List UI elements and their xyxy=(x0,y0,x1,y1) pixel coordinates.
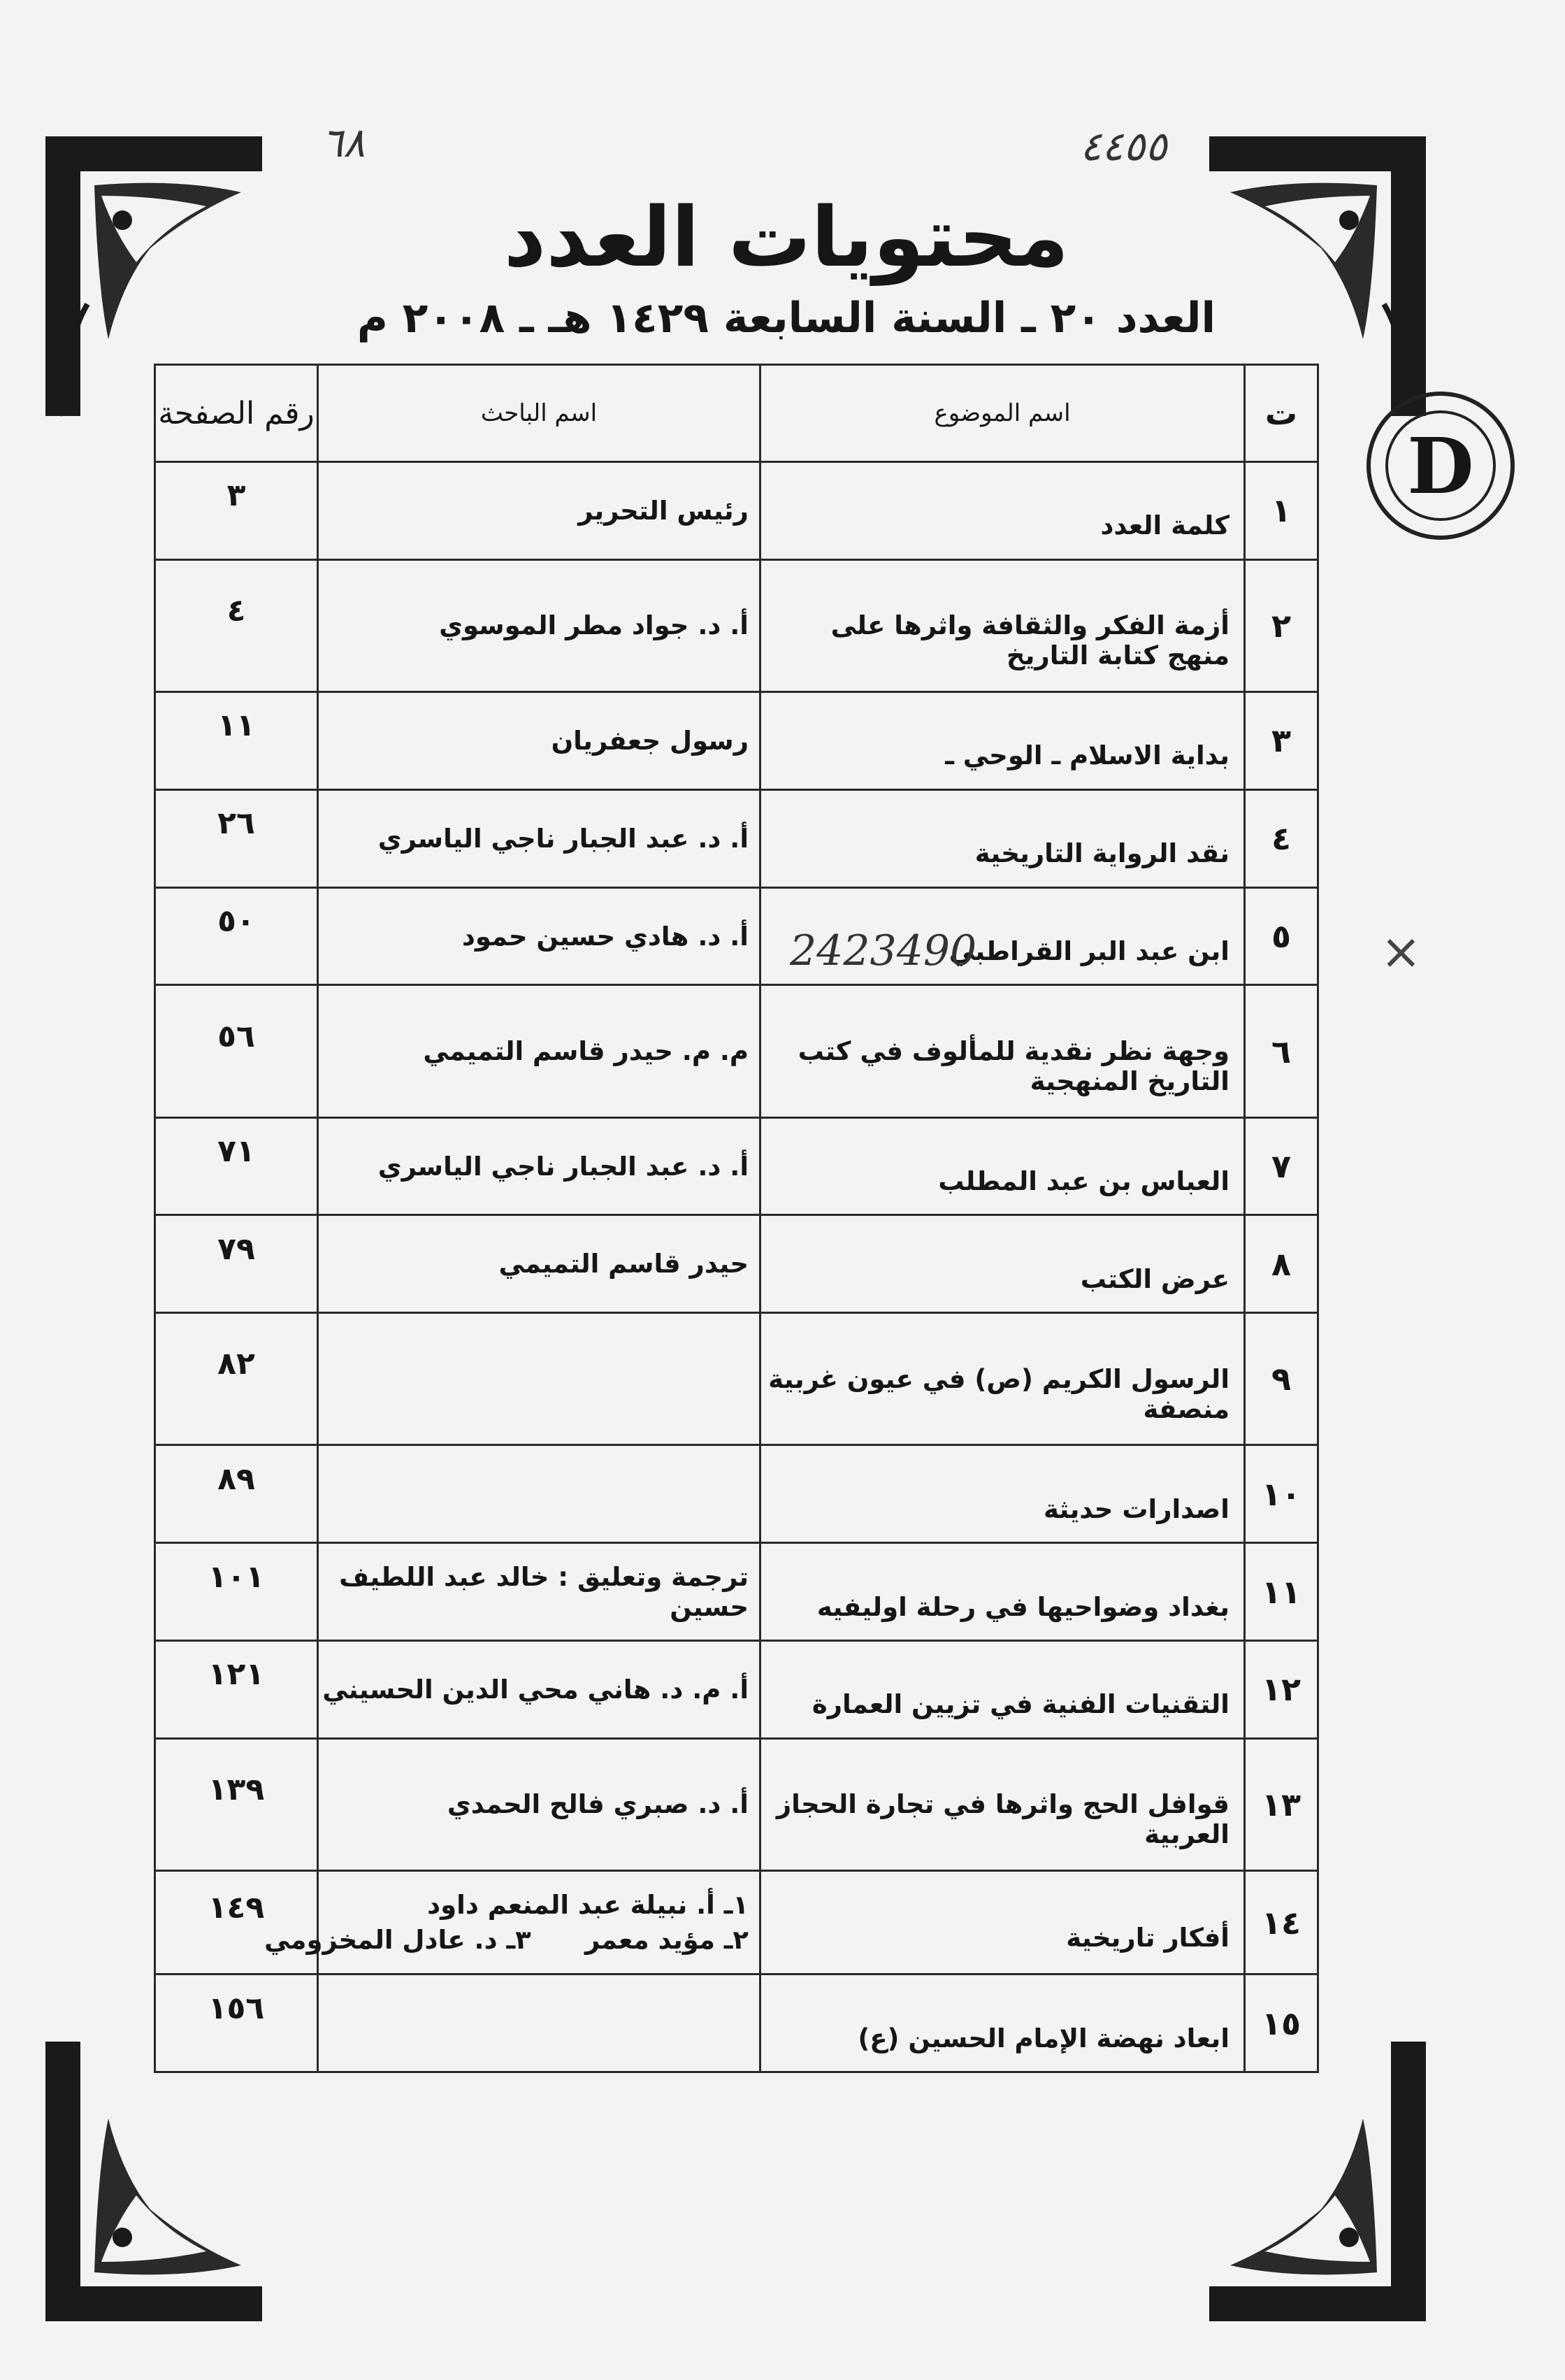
row-author: أ. د. صبري فالح الحمدي xyxy=(318,1738,760,1870)
table-row xyxy=(155,887,1318,985)
handwritten-note-left: ٦٨ xyxy=(322,119,366,166)
row-num: ٨ xyxy=(1245,1215,1318,1313)
row-author: أ. د. هادي حسين حمود xyxy=(318,887,760,985)
row-author: أ. د. عبد الجبار ناجي الياسري xyxy=(318,789,760,887)
row-author: رئيس التحرير xyxy=(318,462,760,560)
bottom-right-ornament-icon xyxy=(1202,2035,1433,2328)
table-row xyxy=(155,1215,1318,1313)
row-topic: بداية الاسلام ـ الوحي ـ xyxy=(760,692,1245,790)
row-page: ٣ xyxy=(155,462,318,560)
row-topic: اصدارات حديثة xyxy=(760,1445,1245,1543)
table-row xyxy=(155,1974,1318,2072)
row-page: ١٣٩ xyxy=(155,1738,318,1870)
table-row xyxy=(155,1738,1318,1870)
row-page: ١٥٦ xyxy=(155,1974,318,2072)
row-author: أ. د. عبد الجبار ناجي الياسري xyxy=(318,1117,760,1215)
row-num: ١٢ xyxy=(1245,1641,1318,1739)
table-row xyxy=(155,1445,1318,1543)
row-author: حيدر قاسم التميمي xyxy=(318,1215,760,1313)
table-row xyxy=(155,559,1318,691)
row-num: ١٤ xyxy=(1245,1871,1318,1974)
row-num: ٤ xyxy=(1245,789,1318,887)
row-author: ترجمة وتعليق : خالد عبد اللطيف حسين xyxy=(318,1543,760,1641)
table-header-row xyxy=(155,365,1318,462)
row-page: ٨٢ xyxy=(155,1313,318,1445)
row-page: ٧٩ xyxy=(155,1215,318,1313)
table-row xyxy=(155,462,1318,560)
row-author xyxy=(318,1974,760,2072)
row-num: ١٠ xyxy=(1245,1445,1318,1543)
row-page: ٥٦ xyxy=(155,985,318,1117)
row-topic: بغداد وضواحيها في رحلة اوليفيه xyxy=(760,1543,1245,1641)
table-row xyxy=(155,1543,1318,1641)
row-author xyxy=(318,1313,760,1445)
row-topic: التقنيات الفنية في تزيين العمارة xyxy=(760,1641,1245,1739)
header-num: ت xyxy=(1245,365,1318,462)
author-line-2: ٢ـ مؤيد معمر ٣ـ د. عادل المخزومي xyxy=(264,1924,749,1955)
row-topic: ابن عبد البر القراطبي xyxy=(760,887,1245,985)
row-author xyxy=(264,1871,760,1974)
row-page: ٢٦ xyxy=(155,789,318,887)
row-topic: الرسول الكريم (ص) في عيون غربية منصفة xyxy=(760,1313,1245,1445)
row-num: ٢ xyxy=(1245,559,1318,691)
table-row xyxy=(155,985,1318,1117)
row-author: أ. د. جواد مطر الموسوي xyxy=(318,559,760,691)
row-author: م. م. حيدر قاسم التميمي xyxy=(318,985,760,1117)
row-topic: كلمة العدد xyxy=(760,462,1245,560)
row-author: أ. م. د. هاني محي الدين الحسيني xyxy=(318,1641,760,1739)
row-author xyxy=(318,1445,760,1543)
table-row xyxy=(155,692,1318,790)
row-page: ١٢١ xyxy=(155,1641,318,1739)
row-page: ٧١ xyxy=(155,1117,318,1215)
row-num: ١١ xyxy=(1245,1543,1318,1641)
row-num: ١٣ xyxy=(1245,1738,1318,1870)
row-num: ٥ xyxy=(1245,887,1318,985)
table-row xyxy=(155,1641,1318,1739)
author-line-1: ١ـ أ. نبيلة عبد المنعم داود xyxy=(427,1889,749,1920)
row-num: ٣ xyxy=(1245,692,1318,790)
row-topic: ابعاد نهضة الإمام الحسين (ع) xyxy=(760,1974,1245,2072)
row-num: ١٥ xyxy=(1245,1974,1318,2072)
row-topic: أزمة الفكر والثقافة واثرها على منهج كتابة التاريخ xyxy=(760,559,1245,691)
header-page: رقم الصفحة xyxy=(155,365,318,462)
header-topic: اسم الموضوع xyxy=(760,365,1245,462)
library-stamp xyxy=(1366,392,1515,540)
row-page: ٥٠ xyxy=(155,887,318,985)
row-page: ٤ xyxy=(155,559,318,691)
header-author: اسم الباحث xyxy=(318,365,760,462)
handwritten-accession-number: 2423490 xyxy=(790,926,977,975)
row-topic: نقد الرواية التاريخية xyxy=(760,789,1245,887)
issue-subtitle: العدد ٢٠ ـ السنة السابعة ١٤٢٩ هـ ـ ٢٠٠٨ م xyxy=(356,294,1216,343)
row-num: ١ xyxy=(1245,462,1318,560)
page-title: محتويات العدد xyxy=(503,189,1069,285)
row-topic: العباس بن عبد المطلب xyxy=(760,1117,1245,1215)
contents-table xyxy=(154,364,1319,2073)
row-topic: أفكار تاريخية xyxy=(760,1871,1245,1974)
table-row xyxy=(155,1871,1318,1974)
row-page: ١١ xyxy=(155,692,318,790)
table-row xyxy=(155,1117,1318,1215)
row-page: ١٠١ xyxy=(155,1543,318,1641)
row-topic: وجهة نظر نقدية للمألوف في كتب التاريخ المنهجية xyxy=(760,985,1245,1117)
table-row xyxy=(155,1313,1318,1445)
row-page: ١٤٩ xyxy=(155,1871,318,1974)
row-num: ٧ xyxy=(1245,1117,1318,1215)
row-topic: عرض الكتب xyxy=(760,1215,1245,1313)
row-page: ٨٩ xyxy=(155,1445,318,1543)
handwritten-note-right: ٤٤٥٥ xyxy=(1080,122,1167,170)
stamp-letter: D xyxy=(1385,410,1496,521)
row-author: رسول جعفريان xyxy=(318,692,760,790)
row-num: ٦ xyxy=(1245,985,1318,1117)
pen-cross-mark: × xyxy=(1380,923,1422,980)
row-topic: قوافل الحج واثرها في تجارة الحجاز العربية xyxy=(760,1738,1245,1870)
row-num: ٩ xyxy=(1245,1313,1318,1445)
table-row xyxy=(155,789,1318,887)
bottom-left-ornament-icon xyxy=(38,2035,269,2328)
